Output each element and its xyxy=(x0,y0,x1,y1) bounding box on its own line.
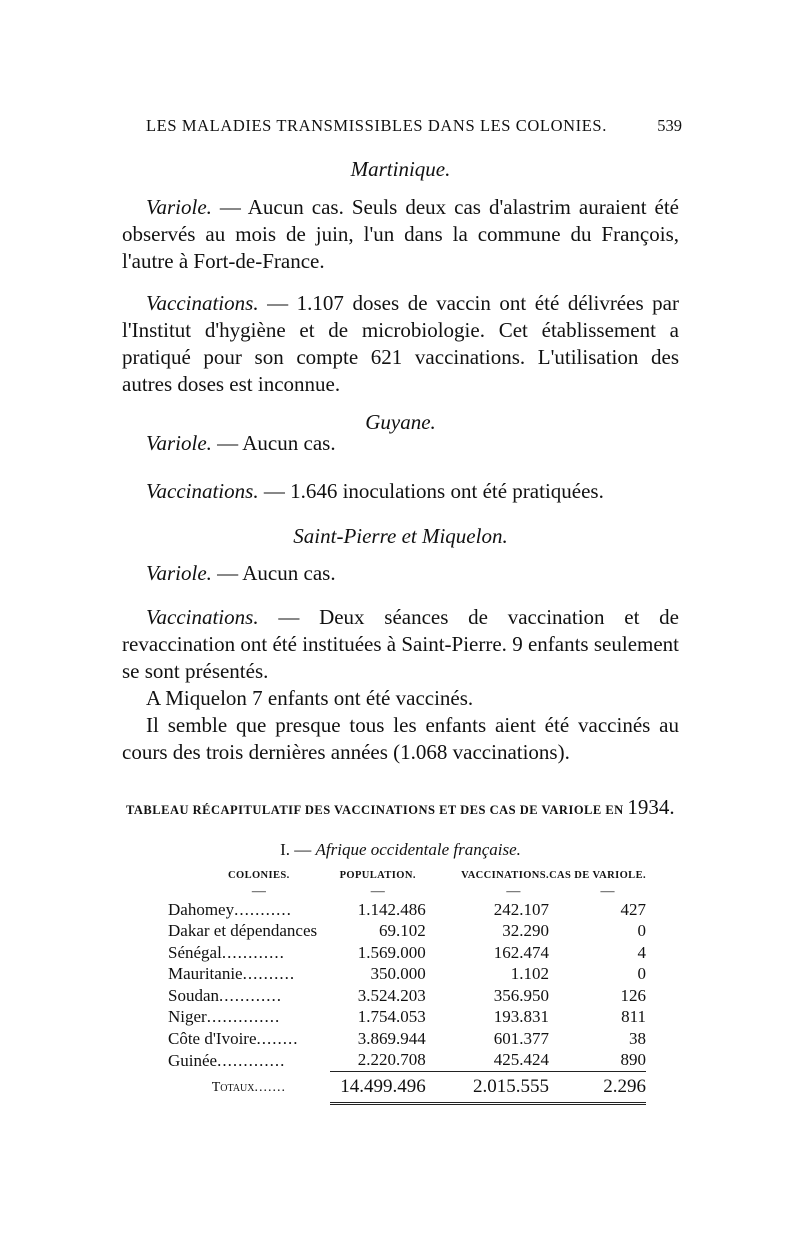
subtable-title xyxy=(122,840,679,860)
variole-cell: 0 xyxy=(637,921,646,941)
colony-name: Dahomey xyxy=(168,899,235,919)
table-row xyxy=(168,942,646,964)
variole-cell: 0 xyxy=(637,964,646,984)
table-row xyxy=(168,1028,646,1050)
dot-leader: ........ xyxy=(256,1028,299,1048)
colony-name: Guinée xyxy=(168,1050,218,1070)
table-header-row xyxy=(168,870,646,885)
dot-leader: ........... xyxy=(234,899,292,919)
vaccinations-cell: 242.107 xyxy=(493,899,550,919)
variole-cell: 427 xyxy=(620,899,646,919)
table-row xyxy=(168,1007,646,1029)
vaccinations-cell: 193.831 xyxy=(493,1007,550,1027)
header-dash-row xyxy=(168,885,646,899)
variole-cell: 890 xyxy=(620,1050,646,1070)
vaccinations-cell: 356.950 xyxy=(493,985,550,1005)
variole-cell: 811 xyxy=(621,1007,646,1027)
total-vaccinations: 2.015.555 xyxy=(438,1072,549,1104)
colony-name: Côte d'Ivoire xyxy=(168,1028,257,1048)
variole-cell: 4 xyxy=(637,942,646,962)
table-row xyxy=(168,899,646,921)
totals-row xyxy=(168,1072,646,1104)
colony-name: Soudan xyxy=(168,985,219,1005)
total-population: 14.499.496 xyxy=(330,1072,438,1104)
dot-leader: .............. xyxy=(206,1007,281,1027)
colony-name: Sénégal xyxy=(168,942,222,962)
vaccination-table xyxy=(168,870,646,1105)
subtable-prefix: I. — xyxy=(280,840,316,859)
dot-leader: ............ xyxy=(219,985,282,1005)
spm-variole-paragraph xyxy=(122,560,679,587)
population-cell: 3.524.203 xyxy=(357,985,426,1005)
vaccinations-cell: 162.474 xyxy=(493,942,550,962)
header-vaccinations: VACCINATIONS. xyxy=(461,870,550,881)
martinique-vaccinations-paragraph xyxy=(122,290,679,398)
variole-cell: 38 xyxy=(629,1028,646,1048)
martinique-variole-paragraph xyxy=(122,194,679,275)
population-cell: 2.220.708 xyxy=(357,1050,426,1070)
vaccinations-text: — Deux séances de vaccination et de revaccination ont été instituées à Saint-Pierre. 9 enfants seulement se sont présentés. xyxy=(122,605,679,683)
variole-text: — Aucun cas. xyxy=(211,561,336,585)
section-title-martinique: Martinique. xyxy=(350,157,451,181)
guyane-variole-paragraph xyxy=(122,430,679,457)
dot-leader: .......... xyxy=(242,964,296,984)
page-number: 539 xyxy=(657,116,682,135)
section-title-saint-pierre: Saint-Pierre et Miquelon. xyxy=(293,524,508,548)
header-population: POPULATION. xyxy=(339,870,416,881)
header-variole: CAS DE VARIOLE. xyxy=(549,870,646,881)
dash: — xyxy=(600,884,615,899)
table-row xyxy=(168,964,646,986)
variole-label: Variole. xyxy=(146,561,212,585)
running-title: LES MALADIES TRANSMISSIBLES DANS LES COLONIES. xyxy=(146,116,607,135)
vaccinations-text: — 1.107 doses de vaccin ont été délivrées par l'Institut d'hygiène et de microbiologie. Cet établissement a pratiqué pour son compte 621 vaccinations. L'utilisation des autres doses est inconnue. xyxy=(122,291,679,396)
dash: — xyxy=(251,884,266,899)
vaccinations-text: — 1.646 inoculations ont été pratiquées. xyxy=(258,479,604,503)
dot-leader: ....... xyxy=(254,1079,286,1095)
colony-name: Mauritanie xyxy=(168,964,243,984)
vaccinations-cell: 425.424 xyxy=(493,1050,550,1070)
totals-label: Totaux xyxy=(211,1079,255,1095)
header-colonies: COLONIES. xyxy=(228,870,290,881)
guyane-vaccinations-paragraph xyxy=(122,478,679,505)
dash: — xyxy=(370,884,385,899)
section-title-guyane: Guyane. xyxy=(365,410,436,434)
variole-label: Variole. xyxy=(146,431,212,455)
vaccinations-label: Vaccinations. xyxy=(146,605,259,629)
table-row xyxy=(168,1050,646,1072)
dot-leader: ............. xyxy=(217,1050,286,1070)
colony-name: Dakar et dépendances xyxy=(168,921,318,941)
table-row xyxy=(168,921,646,943)
table-title-text: TABLEAU RÉCAPITULATIF DES VACCINATIONS ET DES CAS DE VARIOLE EN xyxy=(126,803,624,817)
variole-cell: 126 xyxy=(620,985,646,1005)
subtable-region: Afrique occidentale française. xyxy=(315,840,521,859)
population-cell: 1.569.000 xyxy=(357,942,426,962)
population-cell: 1.142.486 xyxy=(357,899,426,919)
population-cell: 3.869.944 xyxy=(357,1028,426,1048)
spm-vaccinations-paragraph xyxy=(122,604,679,766)
variole-text: — Aucun cas. Seuls deux cas d'alastrim auraient été observés au mois de juin, l'un dans la commune du François, l'autre à Fort-de-France. xyxy=(122,195,679,273)
running-header xyxy=(146,116,682,136)
miquelon-paragraph: A Miquelon 7 enfants ont été vaccinés. xyxy=(146,686,474,710)
table-year: 1934. xyxy=(627,795,675,819)
semble-paragraph: Il semble que presque tous les enfants aient été vaccinés au cours des trois dernières années (1.068 vaccinations). xyxy=(122,713,679,764)
vaccinations-cell: 601.377 xyxy=(493,1028,550,1048)
table-title xyxy=(126,795,686,820)
vaccinations-label: Vaccinations. xyxy=(146,479,259,503)
population-cell: 69.102 xyxy=(378,921,426,941)
table-row xyxy=(168,985,646,1007)
colony-name: Niger xyxy=(168,1007,207,1027)
vaccinations-label: Vaccinations. xyxy=(146,291,259,315)
vaccinations-cell: 32.290 xyxy=(502,921,550,941)
dot-leader: ............ xyxy=(221,942,285,962)
vaccinations-cell: 1.102 xyxy=(510,964,550,984)
variole-label: Variole. xyxy=(146,195,212,219)
population-cell: 350.000 xyxy=(370,964,426,984)
total-variole: 2.296 xyxy=(549,1072,646,1104)
population-cell: 1.754.053 xyxy=(357,1007,426,1027)
variole-text: — Aucun cas. xyxy=(211,431,336,455)
dash: — xyxy=(506,884,521,899)
